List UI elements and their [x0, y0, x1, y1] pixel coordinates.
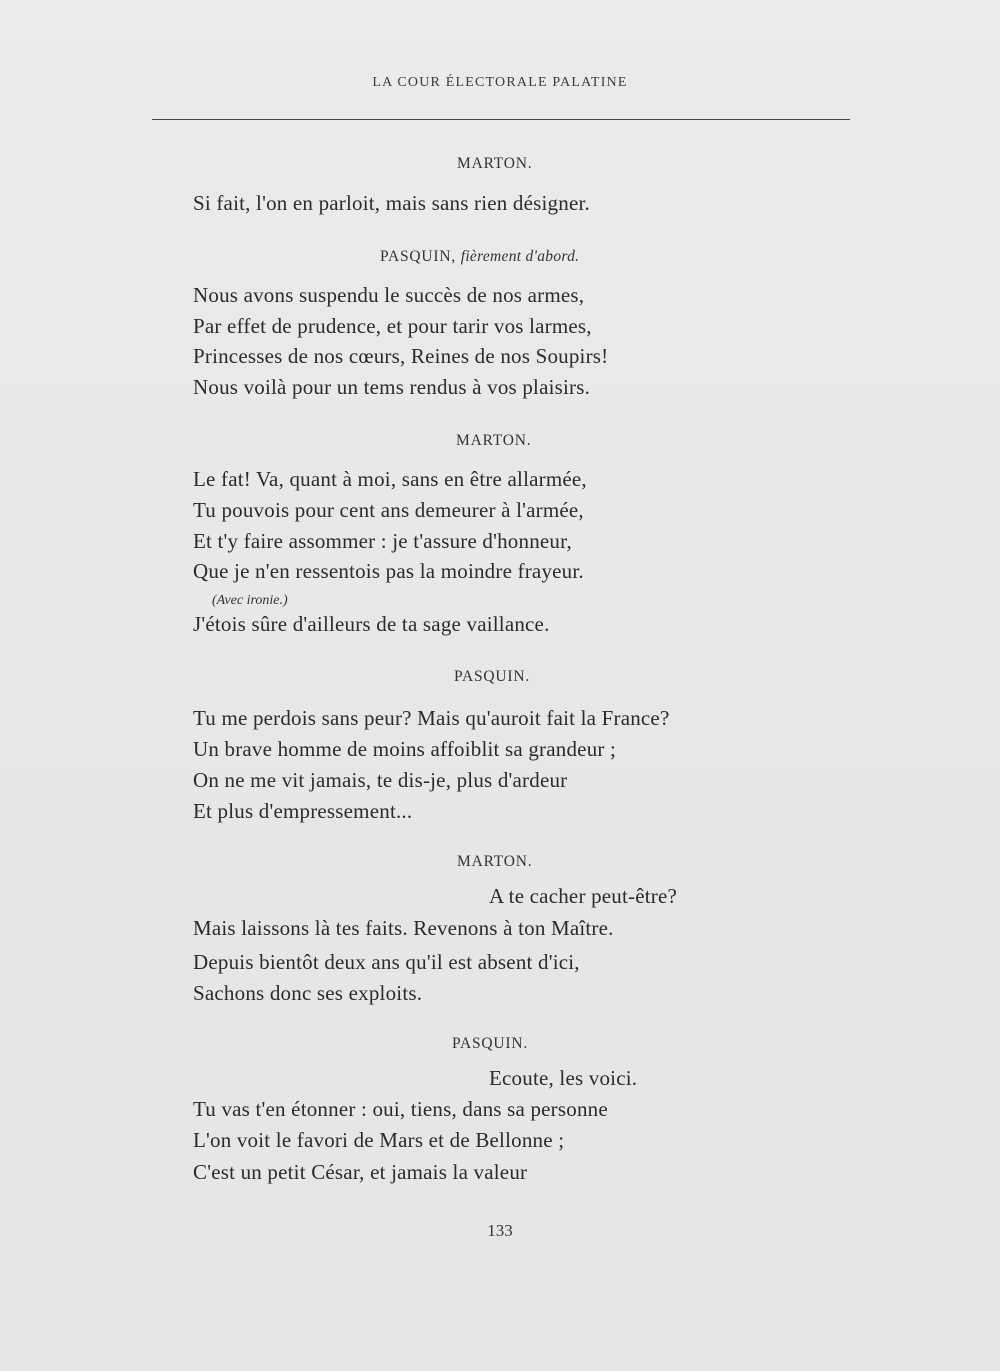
verse-line: Le fat! Va, quant à moi, sans en être allarmée,	[193, 467, 587, 491]
verse-line: Mais laissons là tes faits. Revenons à ton Maître.	[193, 916, 614, 940]
verse-line: Par effet de prudence, et pour tarir vos larmes,	[193, 314, 592, 338]
header-rule	[152, 119, 850, 120]
verse-line: Et plus d'empressement...	[193, 799, 413, 823]
verse-line: On ne me vit jamais, te dis-je, plus d'ardeur	[193, 768, 568, 792]
verse-line: Tu me perdois sans peur? Mais qu'auroit fait la France?	[193, 706, 670, 730]
verse-line: Sachons donc ses exploits.	[193, 981, 423, 1005]
running-head: LA COUR ÉLECTORALE PALATINE	[372, 75, 628, 90]
speaker-name: MARTON.	[457, 853, 533, 870]
verse-line: A te cacher peut-être?	[489, 884, 678, 908]
speaker-name: PASQUIN,	[380, 248, 457, 265]
verse-line: Et t'y faire assommer : je t'assure d'honneur,	[193, 529, 572, 553]
speaker-name: PASQUIN.	[454, 668, 531, 685]
speaker-direction: fièrement d'abord.	[460, 248, 580, 265]
verse-line: Tu pouvois pour cent ans demeurer à l'armée,	[193, 498, 584, 522]
speaker-name: PASQUIN.	[452, 1035, 529, 1052]
speaker-heading	[380, 248, 579, 266]
verse-line: Nous avons suspendu le succès de nos armes,	[193, 283, 585, 307]
verse-line: L'on voit le favori de Mars et de Bellonne ;	[193, 1128, 565, 1152]
speaker-name: MARTON.	[457, 155, 533, 172]
speaker-name: MARTON.	[456, 432, 532, 449]
page-number: 133	[487, 1221, 513, 1240]
verse-line: C'est un petit César, et jamais la valeur	[193, 1160, 528, 1184]
verse-line: Que je n'en ressentois pas la moindre frayeur.	[193, 559, 584, 583]
verse-line: Un brave homme de moins affoiblit sa grandeur ;	[193, 737, 617, 761]
verse-line: Nous voilà pour un tems rendus à vos plaisirs.	[193, 375, 591, 399]
verse-line: Tu vas t'en étonner : oui, tiens, dans sa personne	[193, 1097, 608, 1121]
verse-line: Princesses de nos cœurs, Reines de nos Soupirs!	[193, 344, 609, 368]
verse-line: J'étois sûre d'ailleurs de ta sage vaillance.	[193, 612, 550, 636]
verse-line: Si fait, l'on en parloit, mais sans rien désigner.	[193, 191, 590, 215]
verse-line: Ecoute, les voici.	[489, 1066, 638, 1090]
verse-line: Depuis bientôt deux ans qu'il est absent d'ici,	[193, 950, 580, 974]
stage-direction: (Avec ironie.)	[212, 593, 288, 608]
